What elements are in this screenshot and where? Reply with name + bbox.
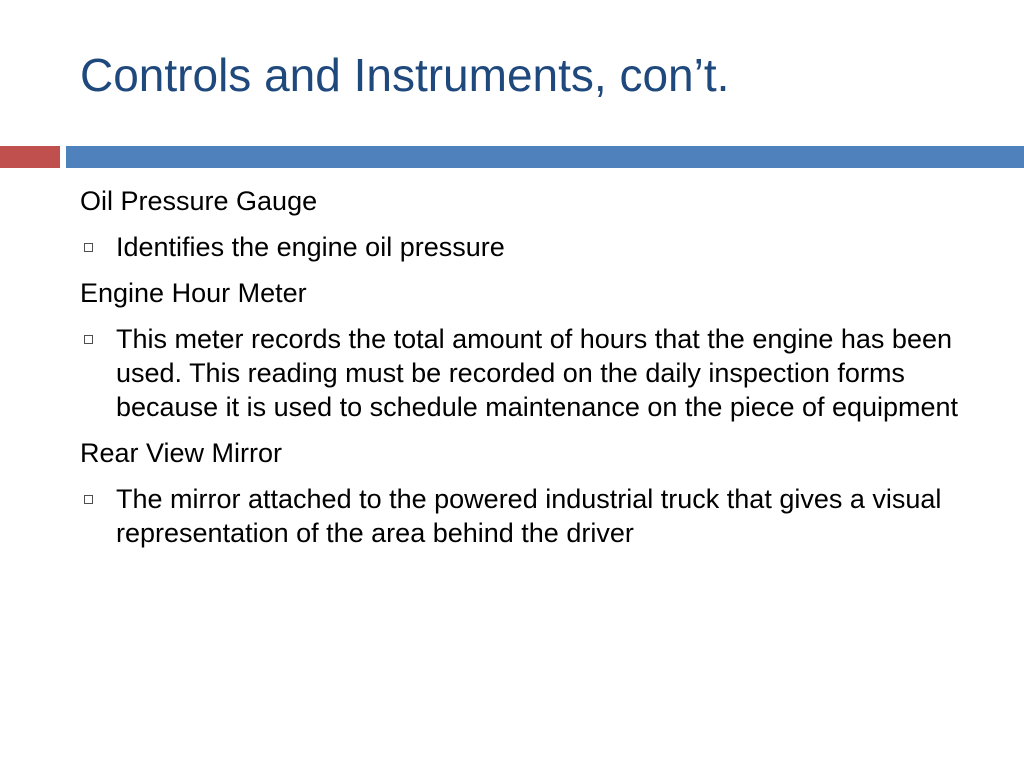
title-accent-bar-blue [66, 146, 1024, 168]
section-heading-engine-hour-meter: Engine Hour Meter [80, 278, 307, 308]
bullet-text: Identifies the engine oil pressure [116, 232, 505, 262]
square-bullet-icon [84, 335, 93, 344]
section-heading-oil-pressure-gauge: Oil Pressure Gauge [80, 186, 318, 216]
bullet-item [80, 322, 980, 424]
bullet-text: This meter records the total amount of hours that the engine has been used. This reading must be recorded on the daily inspection forms because it is used to schedule maintenance on the piece of equipment [116, 324, 959, 422]
slide-body [80, 184, 980, 562]
bullet-item [80, 482, 980, 550]
title-accent-bar-red [0, 146, 60, 168]
bullet-item [80, 230, 980, 264]
bullet-text: The mirror attached to the powered industrial truck that gives a visual representation of the area behind the driver [116, 484, 942, 548]
square-bullet-icon [84, 243, 93, 252]
section-heading-rear-view-mirror: Rear View Mirror [80, 438, 283, 468]
slide-title: Controls and Instruments, con’t. [80, 49, 730, 101]
square-bullet-icon [84, 495, 93, 504]
